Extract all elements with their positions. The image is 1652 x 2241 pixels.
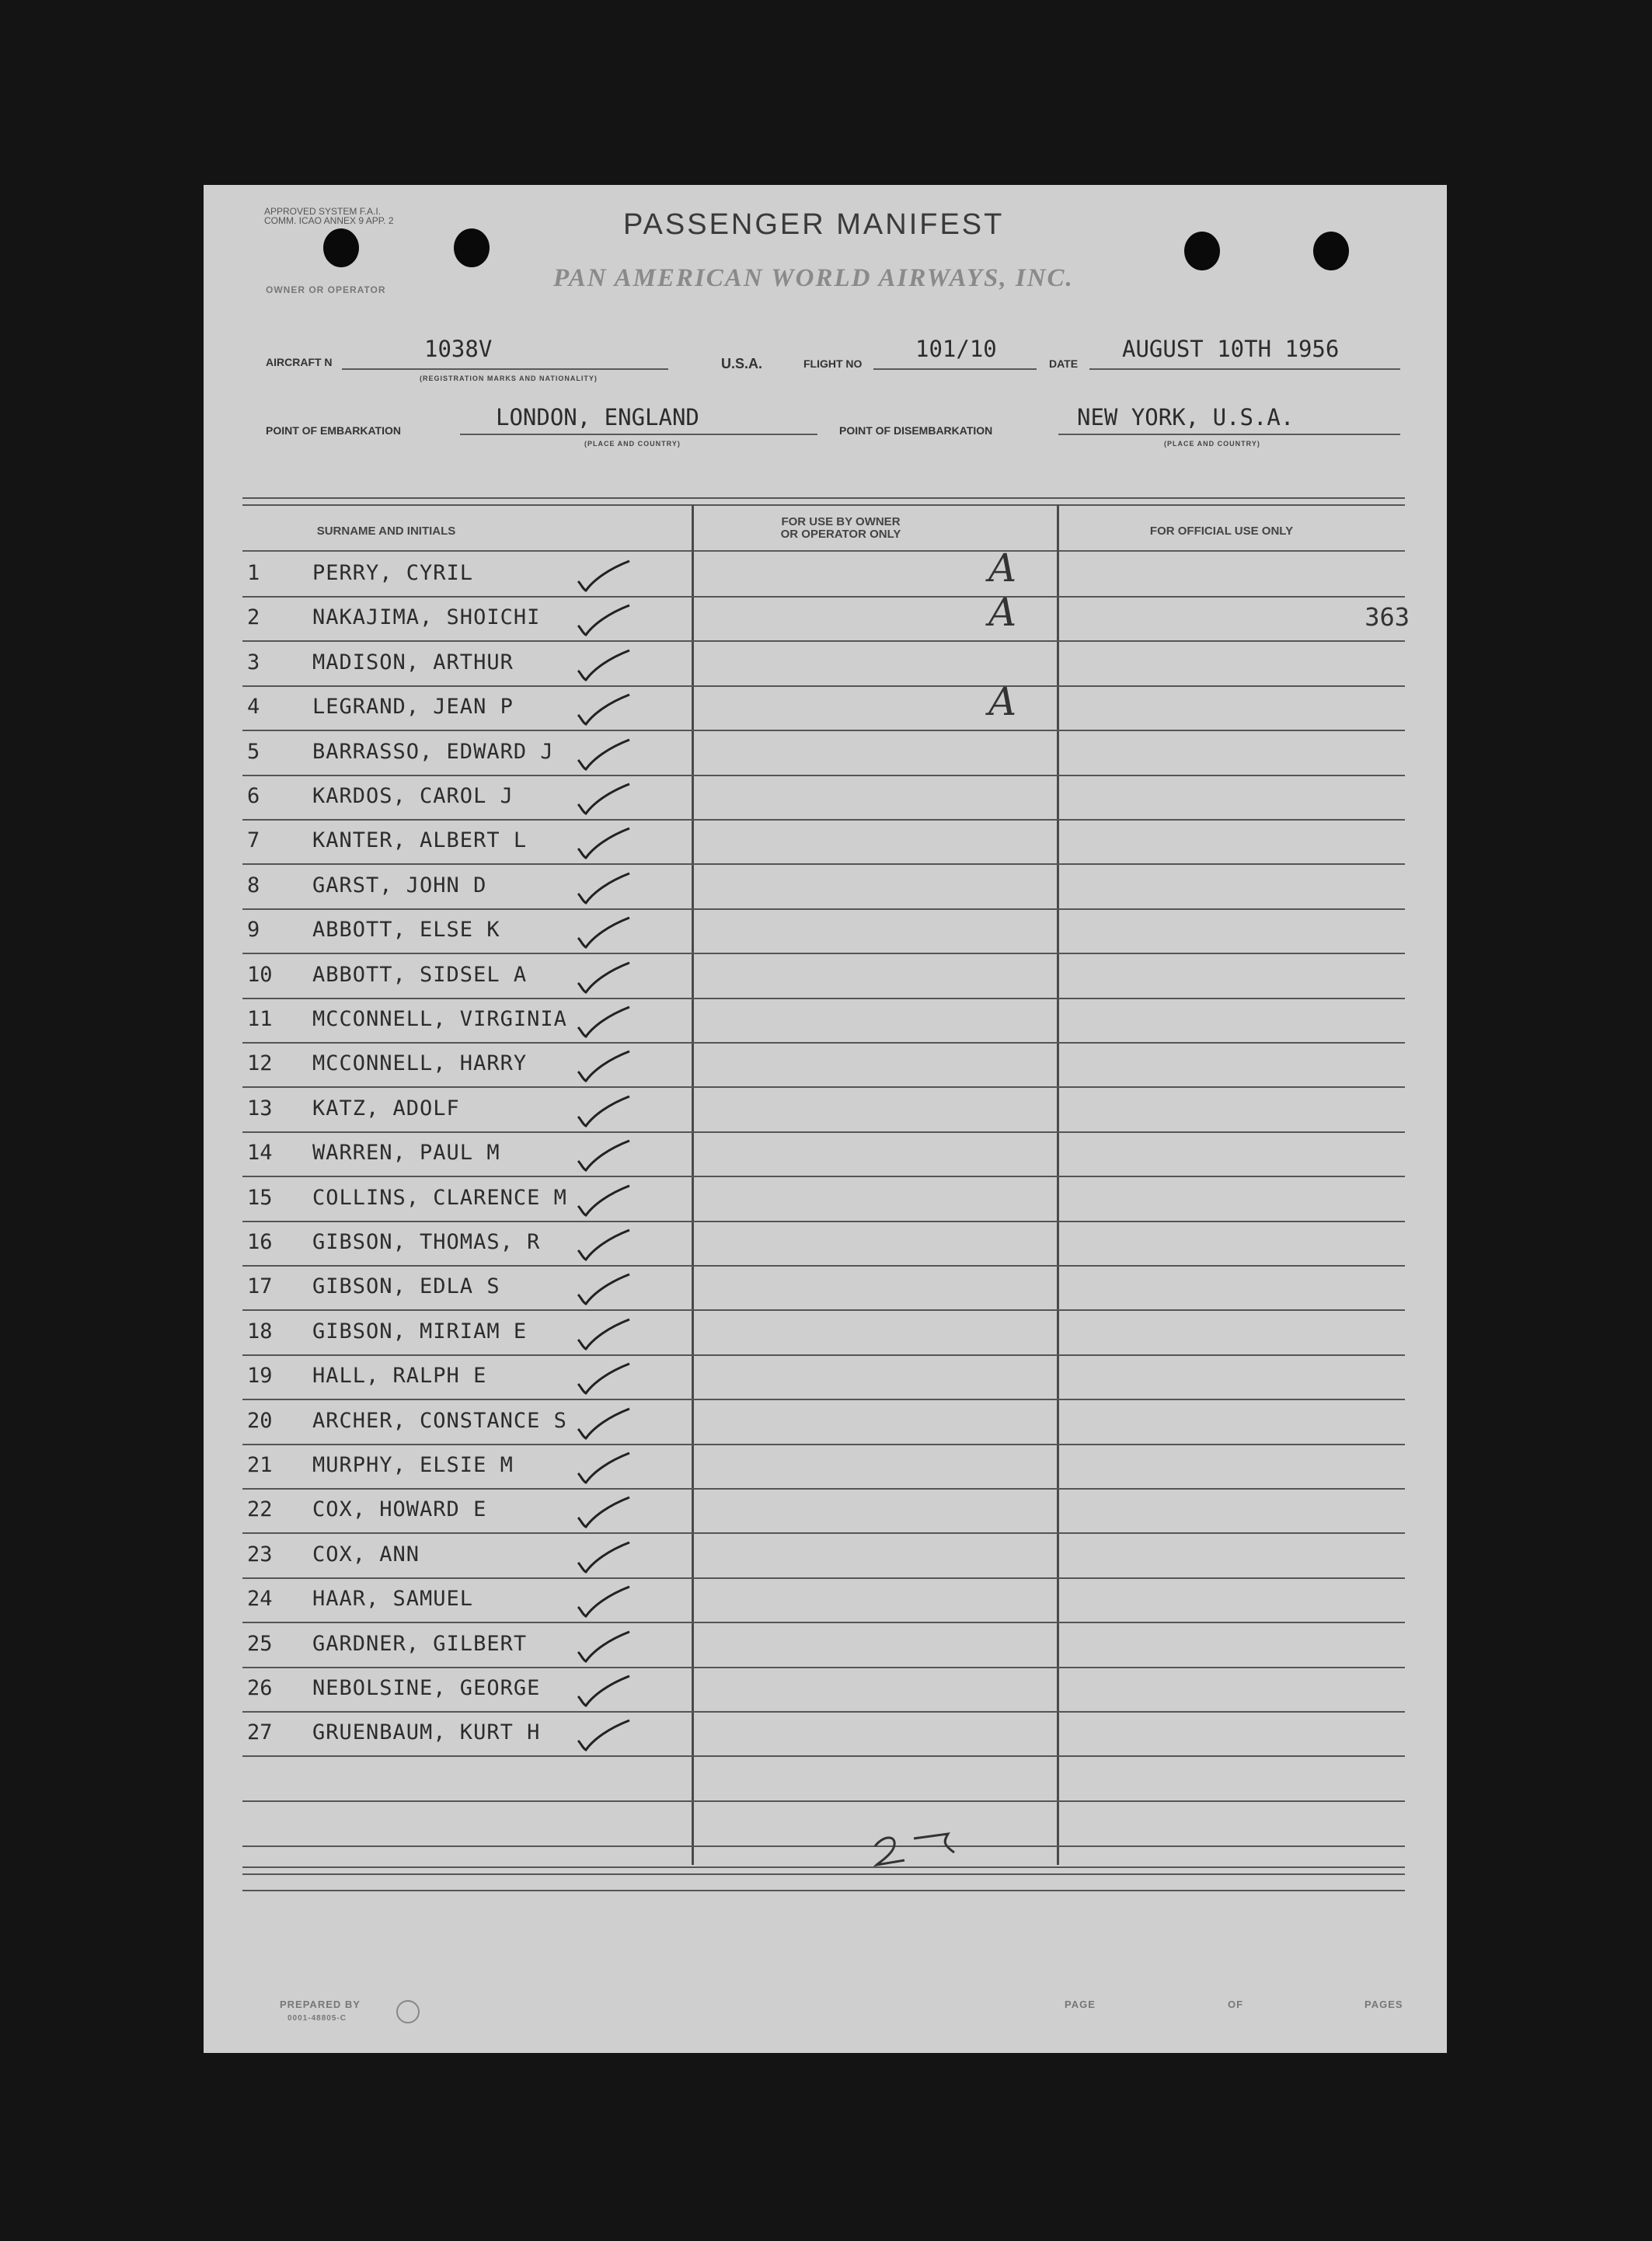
page-title: PASSENGER MANIFEST — [623, 208, 1005, 241]
embarkation-value: LONDON, ENGLAND — [496, 404, 699, 430]
passenger-row — [242, 908, 1405, 954]
flight-no-value: 101/10 — [915, 336, 997, 362]
passenger-number: 9 — [247, 918, 260, 943]
passenger-name: HALL, RALPH E — [312, 1364, 487, 1389]
passenger-name: ARCHER, CONSTANCE S — [312, 1408, 567, 1433]
surname-column-header: SURNAME AND INITIALS — [316, 525, 456, 538]
passenger-row — [242, 1533, 1405, 1579]
passenger-name: ABBOTT, ELSE K — [312, 918, 500, 943]
empty-row-line — [242, 1800, 1405, 1802]
passenger-row — [242, 1622, 1405, 1668]
passenger-number: 27 — [247, 1720, 273, 1745]
passenger-row — [242, 1176, 1405, 1222]
passenger-name: GIBSON, MIRIAM E — [312, 1319, 528, 1344]
punch-hole — [323, 228, 359, 267]
passenger-number: 24 — [247, 1587, 273, 1612]
passenger-name: WARREN, PAUL M — [312, 1141, 500, 1166]
passenger-row — [242, 1444, 1405, 1490]
passenger-row — [242, 1667, 1405, 1713]
passenger-row — [242, 1265, 1405, 1311]
total-count-mark — [869, 1818, 978, 1873]
punch-hole — [1184, 232, 1220, 270]
passenger-row — [242, 819, 1405, 865]
passenger-row — [242, 545, 1405, 598]
punch-hole — [1313, 232, 1349, 270]
passenger-row — [242, 1354, 1405, 1400]
prepared-by-label: PREPARED BY — [280, 1999, 361, 2010]
passenger-number: 23 — [247, 1542, 273, 1567]
table-bottom-rule — [242, 1866, 1405, 1875]
punch-hole — [454, 228, 490, 267]
passenger-number: 16 — [247, 1230, 273, 1254]
passenger-name: NAKAJIMA, SHOICHI — [312, 605, 541, 630]
passenger-name: GIBSON, THOMAS, R — [312, 1230, 541, 1254]
passenger-row — [242, 864, 1405, 910]
embarkation-label: POINT OF EMBARKATION — [266, 424, 401, 437]
passenger-name: COLLINS, CLARENCE M — [312, 1185, 567, 1210]
aircraft-value: 1038V — [424, 336, 493, 362]
passenger-number: 1 — [247, 561, 260, 585]
passenger-number: 19 — [247, 1364, 273, 1389]
passenger-number: 18 — [247, 1319, 273, 1344]
passenger-row — [242, 641, 1405, 687]
owner-mark: A — [988, 679, 1017, 725]
passenger-row — [242, 998, 1405, 1044]
usa-label: U.S.A. — [721, 356, 763, 371]
passenger-number: 13 — [247, 1096, 273, 1120]
passenger-name: MADISON, ARTHUR — [312, 650, 514, 674]
registration-note: (REGISTRATION MARKS AND NATIONALITY) — [420, 375, 598, 382]
passenger-row — [242, 1577, 1405, 1623]
passenger-number: 26 — [247, 1676, 273, 1700]
place-note: (PLACE AND COUNTRY) — [584, 440, 681, 448]
passenger-name: NEBOLSINE, GEORGE — [312, 1676, 541, 1700]
passenger-name: ABBOTT, SIDSEL A — [312, 962, 528, 987]
passenger-row — [242, 1310, 1405, 1356]
passenger-number: 11 — [247, 1007, 273, 1031]
owner-mark: A — [988, 545, 1017, 591]
passenger-row — [242, 1131, 1405, 1177]
passenger-number: 12 — [247, 1051, 273, 1076]
owner-mark: A — [988, 590, 1017, 636]
passenger-name: MURPHY, ELSIE M — [312, 1453, 514, 1477]
passenger-number: 2 — [247, 605, 260, 630]
of-label: OF — [1228, 1999, 1244, 2010]
passenger-row — [242, 1087, 1405, 1133]
passenger-number: 22 — [247, 1497, 273, 1522]
passenger-row — [242, 1399, 1405, 1445]
passenger-number: 7 — [247, 828, 260, 853]
passenger-number: 20 — [247, 1408, 273, 1433]
passenger-name: COX, HOWARD E — [312, 1497, 487, 1522]
empty-row-line — [242, 1890, 1405, 1891]
manifest-sheet — [204, 185, 1447, 2053]
passenger-number: 15 — [247, 1185, 273, 1210]
approval-note: APPROVED SYSTEM F.A.I. COMM. ICAO ANNEX 9 APP. 2 — [264, 206, 394, 226]
passenger-number: 3 — [247, 650, 260, 674]
passenger-name: KANTER, ALBERT L — [312, 828, 528, 853]
place-note: (PLACE AND COUNTRY) — [1164, 440, 1260, 448]
owner-use-column-header: FOR USE BY OWNER OR OPERATOR ONLY — [780, 515, 901, 541]
passenger-number: 6 — [247, 784, 260, 808]
passenger-row — [242, 1711, 1405, 1757]
form-code: 0001-48805-C — [288, 2014, 347, 2023]
check-mark-icon — [555, 1702, 648, 1756]
passenger-name: KARDOS, CAROL J — [312, 784, 514, 808]
passenger-name: GARDNER, GILBERT — [312, 1631, 528, 1656]
passenger-row — [242, 730, 1405, 776]
aircraft-label: AIRCRAFT N — [266, 356, 333, 368]
passenger-number: 4 — [247, 695, 260, 720]
flight-no-label: FLIGHT NO — [803, 357, 863, 370]
passenger-name: GARST, JOHN D — [312, 873, 487, 897]
official-use-column-header: FOR OFFICIAL USE ONLY — [1149, 525, 1294, 538]
passenger-name: PERRY, CYRIL — [312, 561, 474, 585]
disembarkation-value: NEW YORK, U.S.A. — [1077, 404, 1295, 430]
table-top-rule — [242, 497, 1405, 506]
page-label: PAGE — [1065, 1999, 1096, 2010]
union-stamp-icon — [396, 2000, 420, 2023]
passenger-row — [242, 1042, 1405, 1088]
disembarkation-label: POINT OF DISEMBARKATION — [839, 424, 993, 437]
passenger-name: HAAR, SAMUEL — [312, 1587, 474, 1612]
passenger-number: 8 — [247, 873, 260, 897]
empty-row-line — [242, 1845, 1405, 1847]
passenger-name: KATZ, ADOLF — [312, 1096, 460, 1120]
passenger-row — [242, 1488, 1405, 1534]
date-value: AUGUST 10TH 1956 — [1122, 336, 1340, 362]
passenger-row — [242, 953, 1405, 999]
passenger-number: 10 — [247, 962, 273, 987]
passenger-number: 5 — [247, 739, 260, 764]
passenger-name: LEGRAND, JEAN P — [312, 695, 514, 720]
passenger-name: BARRASSO, EDWARD J — [312, 739, 554, 764]
pages-label: PAGES — [1364, 1999, 1403, 2010]
passenger-name: GIBSON, EDLA S — [312, 1274, 500, 1299]
passenger-row — [242, 1221, 1405, 1267]
passenger-name: MCCONNELL, VIRGINIA — [312, 1007, 567, 1031]
passenger-number: 21 — [247, 1453, 273, 1477]
passenger-name: GRUENBAUM, KURT H — [312, 1720, 541, 1745]
date-label: DATE — [1049, 357, 1079, 370]
owner-operator-label: OWNER OR OPERATOR — [266, 284, 386, 295]
passenger-number: 14 — [247, 1141, 273, 1166]
passenger-row: 2 NAKAJIMA, SHOICHI A 363 — [242, 596, 1405, 642]
passenger-name: MCCONNELL, HARRY — [312, 1051, 528, 1076]
passenger-number: 17 — [247, 1274, 273, 1299]
passenger-number: 25 — [247, 1631, 273, 1656]
passenger-row — [242, 679, 1405, 731]
passenger-row — [242, 775, 1405, 821]
airline-name: PAN AMERICAN WORLD AIRWAYS, INC. — [553, 264, 1074, 292]
passenger-name: COX, ANN — [312, 1542, 420, 1567]
